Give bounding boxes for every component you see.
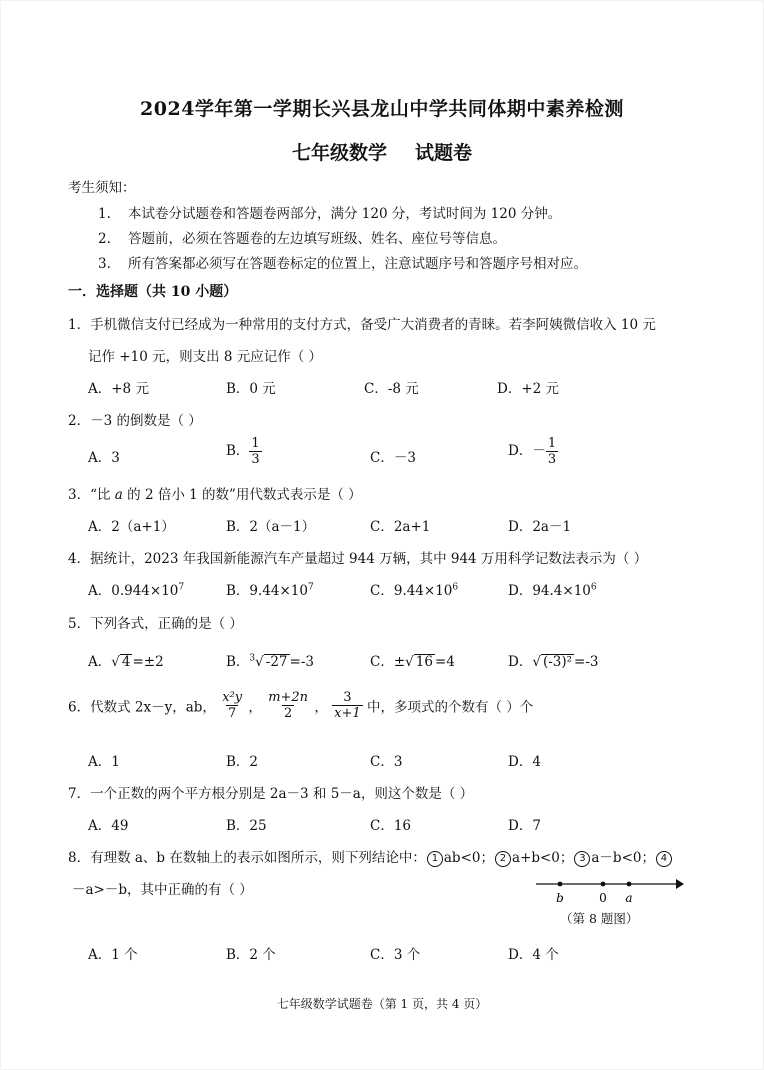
fraction — [220, 690, 244, 721]
fraction — [546, 436, 558, 467]
numerator: x²y — [222, 690, 243, 705]
notice-item — [98, 227, 506, 247]
q1-stem-line1: 1．手机微信支付已经成为一种常用的支付方式，备受广大消费者的青睐。若李阿姨微信收入 10 元 — [68, 317, 656, 333]
q5-option-c: C．±√ 16 =4 — [370, 654, 455, 670]
circled-number: 4 — [656, 851, 672, 867]
radicand: (-3)² — [542, 654, 573, 670]
label-zero: 0 — [599, 891, 607, 905]
exam-subtitle — [0, 138, 764, 165]
option-text: =-3 — [289, 654, 314, 670]
option-label: D．－ — [508, 443, 546, 459]
exponent: 6 — [590, 582, 597, 593]
statement: a+b<0； — [511, 850, 574, 866]
q1-option-c: C．-8 元 — [364, 381, 419, 397]
exponent: 6 — [452, 582, 459, 593]
q2-option-d — [508, 436, 558, 467]
denominator: 7 — [228, 706, 237, 721]
q8-option-b: B．2 个 — [226, 947, 276, 963]
exponent: 7 — [178, 582, 185, 593]
notice-text: 本试卷分试题卷和答题卷两部分，满分 120 分，考试时间为 120 分钟。 — [128, 206, 562, 222]
q1-option-b: B．0 元 — [226, 381, 276, 397]
statement: a－b<0； — [591, 850, 655, 866]
exam-title: 2024学年第一学期长兴县龙山中学共同体期中素养检测 — [140, 98, 624, 120]
radicand: -27 — [265, 654, 288, 670]
q2-stem: 2．－3 的倒数是（ ） — [68, 413, 202, 429]
q1-stem-line2: 记作 +10 元，则支出 8 元应记作（ ） — [88, 349, 323, 365]
q4-stem: 4．据统计，2023 年我国新能源汽车产量超过 944 万辆，其中 944 万用科学记数法表示为（ ） — [68, 551, 648, 567]
q8-option-a: A．1 个 — [88, 947, 138, 963]
paper-label: 试题卷 — [415, 142, 473, 164]
q5-option-d: D．√ (-3)² =-3 — [508, 654, 599, 670]
notice-heading: 考生须知： — [68, 180, 136, 196]
notice-item — [98, 252, 587, 272]
option-text: C．9.44×10 — [370, 583, 453, 599]
q5-stem: 5．下列各式，正确的是（ ） — [68, 616, 243, 632]
q6-option-a: A．1 — [88, 754, 120, 770]
q2-option-a: A．3 — [88, 450, 120, 466]
q6-stem: 6．代数式 2x－y，ab， $\frac{\text{x²y}}{7}$ ， $\frac{m+2n}{2}$ ， $\frac{3}{x+1}$ 中，多项式的个数有（ ）个 — [68, 690, 534, 721]
stem-text: 中，多项式的个数有（ ）个 — [366, 699, 534, 716]
circled-number: 2 — [495, 851, 511, 867]
option-text: =-3 — [574, 654, 599, 670]
exponent: 7 — [307, 582, 314, 593]
option-text: B．9.44×10 — [226, 583, 308, 599]
q5-option-b: B．$^3$√ -27 =-3 — [226, 653, 314, 670]
q6-option-d: D．4 — [508, 754, 541, 770]
q3-stem — [68, 483, 362, 503]
denominator: 2 — [283, 706, 293, 721]
numerator: 1 — [547, 436, 557, 451]
statement: ab<0； — [443, 850, 494, 866]
point-zero — [601, 882, 606, 887]
section-heading: 一．选择题（共 10 小题） — [68, 284, 238, 300]
denominator: 3 — [547, 452, 557, 467]
q7-option-c: C．16 — [370, 818, 412, 834]
q8-option-d: D．4 个 — [508, 947, 559, 963]
q3-option-c: C．2a+1 — [370, 519, 431, 535]
radicand: 16 — [415, 654, 433, 670]
option-label: C．± — [370, 654, 406, 670]
option-text: =±2 — [132, 654, 164, 670]
stem-text: 6．代数式 2x－y，ab， — [68, 699, 216, 716]
radicand: 4 — [121, 654, 131, 670]
q4-option-c — [370, 579, 458, 599]
q7-option-b: B．25 — [226, 818, 267, 834]
point-b — [558, 882, 563, 887]
q7-stem: 7．一个正数的两个平方根分别是 2a－3 和 5－a，则这个数是（ ） — [68, 786, 474, 802]
option-text: =4 — [434, 654, 455, 670]
denominator: x+1 — [334, 706, 361, 721]
numerator: 1 — [251, 436, 260, 451]
q8-stem-line1 — [68, 846, 673, 867]
q1-option-a: A．+8 元 — [88, 381, 149, 397]
point-a — [627, 882, 632, 887]
subject-label: 七年级数学 — [291, 142, 387, 164]
notice-text: 答题前，必须在答题卷的左边填写班级、姓名、座位号等信息。 — [128, 231, 506, 247]
numerator: m+2n — [268, 690, 309, 705]
notice-number: 2. — [98, 231, 111, 247]
number-line-figure — [530, 872, 690, 908]
arrow-right-icon — [676, 879, 684, 889]
q8-option-c: C．3 个 — [370, 947, 421, 963]
notice-number: 1. — [98, 206, 111, 222]
q5-option-a: A．√ 4 =±2 — [88, 654, 164, 670]
option-text: D．94.4×10 — [508, 583, 591, 599]
q8-stem-line2: －a>－b，其中正确的有（ ） — [72, 882, 253, 898]
q3-option-a: A．2（a+1） — [88, 519, 175, 535]
notice-text: 所有答案都必须写在答题卷标定的位置上，注意试题序号和答题序号相对应。 — [128, 256, 587, 272]
option-label: B． — [226, 443, 250, 459]
denominator: 3 — [251, 452, 260, 467]
option-label: A． — [88, 654, 112, 670]
option-text: A．0.944×10 — [88, 583, 179, 599]
numerator: 3 — [343, 690, 352, 705]
q3-option-b: B．2（a－1） — [226, 519, 316, 535]
q6-option-c: C．3 — [370, 754, 403, 770]
q4-option-a — [88, 579, 184, 599]
variable: a — [114, 487, 123, 503]
q2-option-b — [226, 436, 262, 467]
fraction — [332, 690, 363, 721]
root-index: 3 — [249, 653, 256, 664]
page-footer: 七年级数学试题卷（第 1 页，共 4 页） — [276, 997, 488, 1011]
fraction — [266, 690, 310, 721]
circled-number: 3 — [574, 851, 590, 867]
label-a: a — [625, 891, 633, 905]
q6-option-b: B．2 — [226, 754, 259, 770]
q2-option-c: C．－3 — [370, 450, 416, 466]
option-label: B． — [226, 654, 250, 670]
q4-option-d — [508, 579, 597, 599]
fraction — [249, 436, 261, 467]
q7-option-d: D．7 — [508, 818, 541, 834]
q4-option-b — [226, 579, 314, 599]
stem-text: 3．“比 — [68, 487, 115, 503]
circled-number: 1 — [427, 851, 443, 867]
option-label: D． — [508, 654, 533, 670]
q7-option-a: A．49 — [88, 818, 129, 834]
notice-number: 3. — [98, 256, 111, 272]
label-b: b — [556, 891, 564, 905]
figure-caption: （第 8 题图） — [560, 911, 639, 926]
q1-option-d: D．+2 元 — [497, 381, 560, 397]
q3-option-d: D．2a－1 — [508, 519, 572, 535]
stem-text: 8．有理数 a、b 在数轴上的表示如图所示，则下列结论中： — [68, 850, 426, 866]
stem-text: 的 2 倍小 1 的数”用代数式表示是（ ） — [122, 487, 362, 503]
notice-item — [98, 202, 561, 222]
